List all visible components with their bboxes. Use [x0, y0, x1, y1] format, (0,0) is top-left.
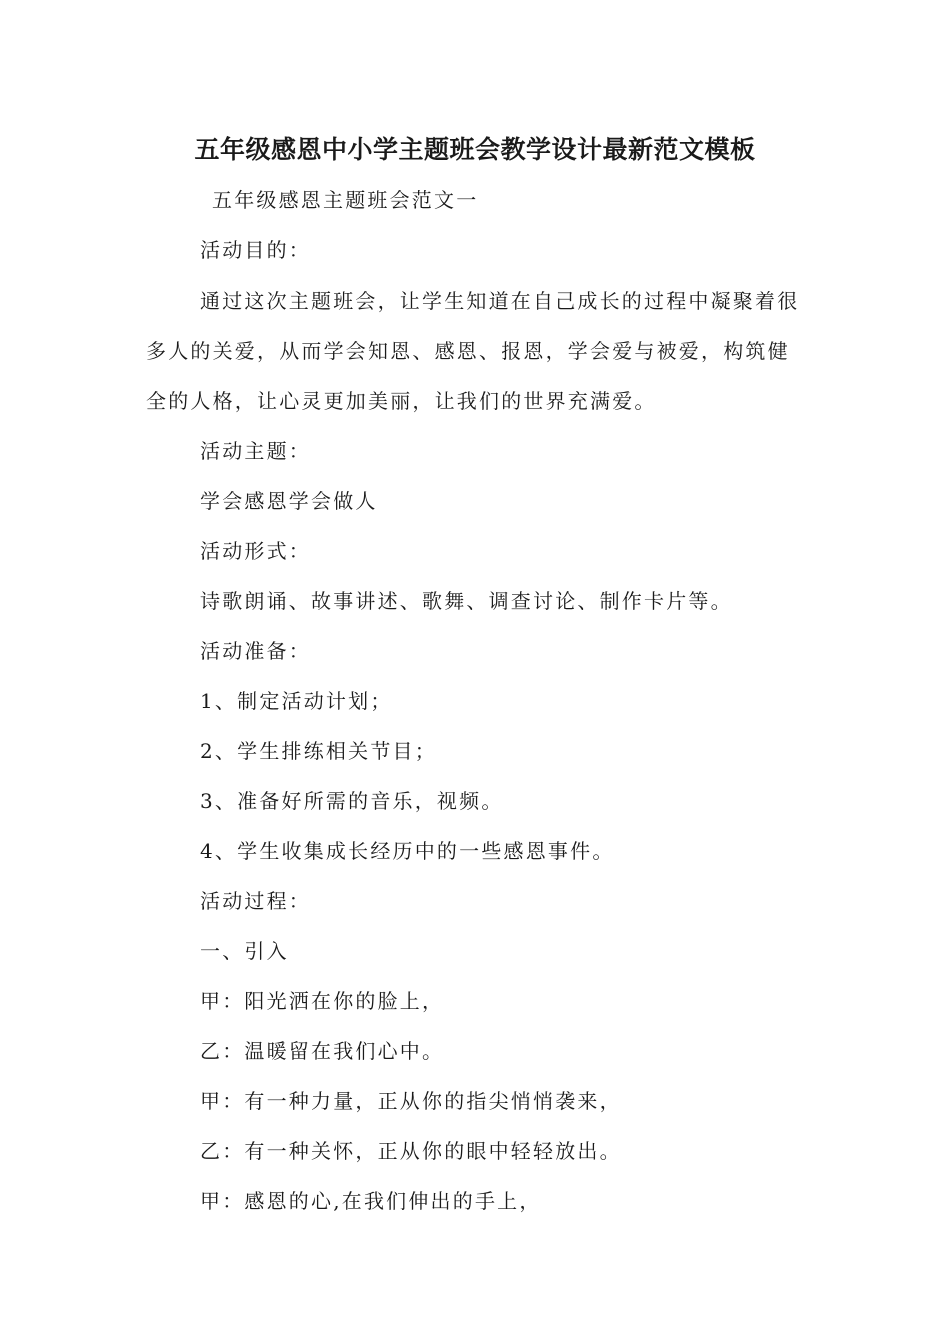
paragraph-line: 全的人格，让心灵更加美丽，让我们的世界充满爱。 — [146, 389, 657, 413]
list-item: 3、准备好所需的音乐，视频。 — [200, 789, 504, 813]
dialogue-line: 乙：有一种关怀，正从你的眼中轻轻放出。 — [200, 1139, 622, 1163]
document-title: 五年级感恩中小学主题班会教学设计最新范文模板 — [194, 135, 756, 164]
section-heading-process: 活动过程： — [200, 889, 311, 913]
list-item: 2、学生排练相关节目； — [200, 739, 437, 763]
subsection-heading: 一、引入 — [200, 939, 289, 963]
document-subtitle: 五年级感恩主题班会范文一 — [212, 188, 479, 212]
dialogue-line: 甲：阳光洒在你的脸上， — [200, 989, 445, 1013]
dialogue-line: 乙：温暖留在我们心中。 — [200, 1039, 445, 1063]
section-heading-preparation: 活动准备： — [200, 639, 311, 663]
list-item: 4、学生收集成长经历中的一些感恩事件。 — [200, 839, 615, 863]
dialogue-line: 甲：有一种力量，正从你的指尖悄悄袭来， — [200, 1089, 622, 1113]
paragraph-line: 诗歌朗诵、故事讲述、歌舞、调查讨论、制作卡片等。 — [200, 589, 733, 613]
paragraph-line: 多人的关爱，从而学会知恩、感恩、报恩，学会爱与被爱，构筑健 — [146, 339, 790, 363]
section-heading-format: 活动形式： — [200, 539, 311, 563]
list-item: 1、制定活动计划； — [200, 689, 393, 713]
paragraph-line: 通过这次主题班会，让学生知道在自己成长的过程中凝聚着很 — [200, 289, 800, 313]
section-heading-purpose: 活动目的： — [200, 238, 311, 262]
dialogue-line: 甲：感恩的心,在我们伸出的手上， — [200, 1189, 542, 1213]
section-heading-theme: 活动主题： — [200, 439, 311, 463]
paragraph-line: 学会感恩学会做人 — [200, 489, 378, 513]
